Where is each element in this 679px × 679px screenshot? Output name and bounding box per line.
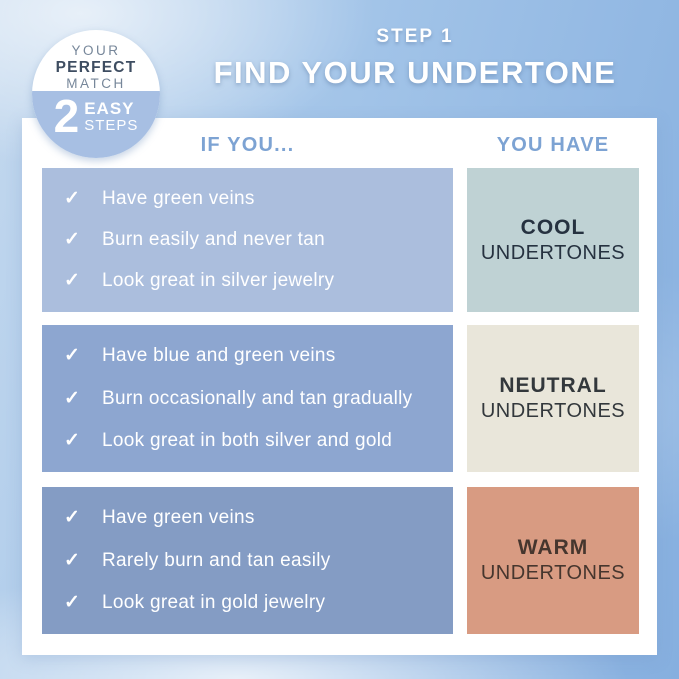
list-item — [42, 387, 453, 411]
criteria-panel-warm — [42, 487, 453, 634]
badge-line-match: MATCH — [66, 76, 126, 92]
badge-step-count: 2 — [53, 90, 80, 143]
criteria-text: Have blue and green veins — [102, 345, 336, 367]
table-row-neutral — [42, 325, 639, 472]
criteria-text: Look great in both silver and gold — [102, 429, 393, 451]
badge-steps — [32, 90, 160, 143]
criteria-panel-cool — [42, 168, 453, 312]
header — [175, 26, 655, 91]
result-name: WARM — [517, 536, 589, 559]
badge-steps-label: STEPS — [84, 117, 139, 135]
undertone-card — [22, 118, 657, 655]
checkmark-icon: ✓ — [64, 387, 80, 409]
result-name: NEUTRAL — [499, 374, 607, 397]
result-panel-cool — [467, 168, 639, 312]
list-item — [42, 187, 453, 211]
checkmark-icon: ✓ — [64, 345, 80, 367]
list-item — [42, 269, 453, 293]
table-row-warm — [42, 487, 639, 634]
criteria-text: Rarely burn and tan easily — [102, 549, 331, 571]
badge-top-text — [32, 30, 160, 92]
badge-easy-steps — [84, 100, 138, 135]
checkmark-icon: ✓ — [64, 429, 80, 451]
badge-easy-label: EASY — [84, 98, 135, 118]
table-row-cool — [42, 168, 639, 312]
criteria-text: Burn easily and never tan — [102, 229, 325, 251]
checkmark-icon: ✓ — [64, 549, 80, 571]
result-name: COOL — [520, 215, 586, 239]
list-item — [42, 506, 453, 530]
checkmark-icon: ✓ — [64, 229, 80, 251]
criteria-text: Have green veins — [102, 507, 255, 529]
checkmark-icon: ✓ — [64, 507, 80, 529]
result-suffix: UNDERTONES — [480, 562, 626, 584]
list-item — [42, 549, 453, 573]
result-panel-neutral — [467, 325, 639, 472]
checkmark-icon: ✓ — [64, 187, 80, 209]
criteria-text: Have green veins — [102, 187, 255, 209]
criteria-text: Look great in gold jewelry — [102, 591, 326, 613]
column-header-you-have: YOU HAVE — [496, 134, 610, 156]
step-label: STEP 1 — [376, 26, 454, 47]
badge-line-perfect: PERFECT — [55, 58, 137, 76]
list-item — [42, 344, 453, 368]
list-item — [42, 429, 453, 453]
column-header-if-you: IF YOU... — [200, 134, 295, 156]
result-suffix: UNDERTONES — [480, 400, 626, 422]
list-item — [42, 228, 453, 252]
criteria-text: Look great in silver jewelry — [102, 270, 335, 292]
checkmark-icon: ✓ — [64, 270, 80, 292]
checkmark-icon: ✓ — [64, 591, 80, 613]
criteria-text: Burn occasionally and tan gradually — [102, 387, 413, 409]
result-suffix: UNDERTONES — [480, 241, 626, 264]
page-title: FIND YOUR UNDERTONE — [213, 55, 617, 90]
list-item — [42, 591, 453, 615]
perfect-match-badge — [32, 30, 160, 158]
criteria-panel-neutral — [42, 325, 453, 472]
badge-line-your: YOUR — [71, 43, 121, 58]
result-panel-warm — [467, 487, 639, 634]
